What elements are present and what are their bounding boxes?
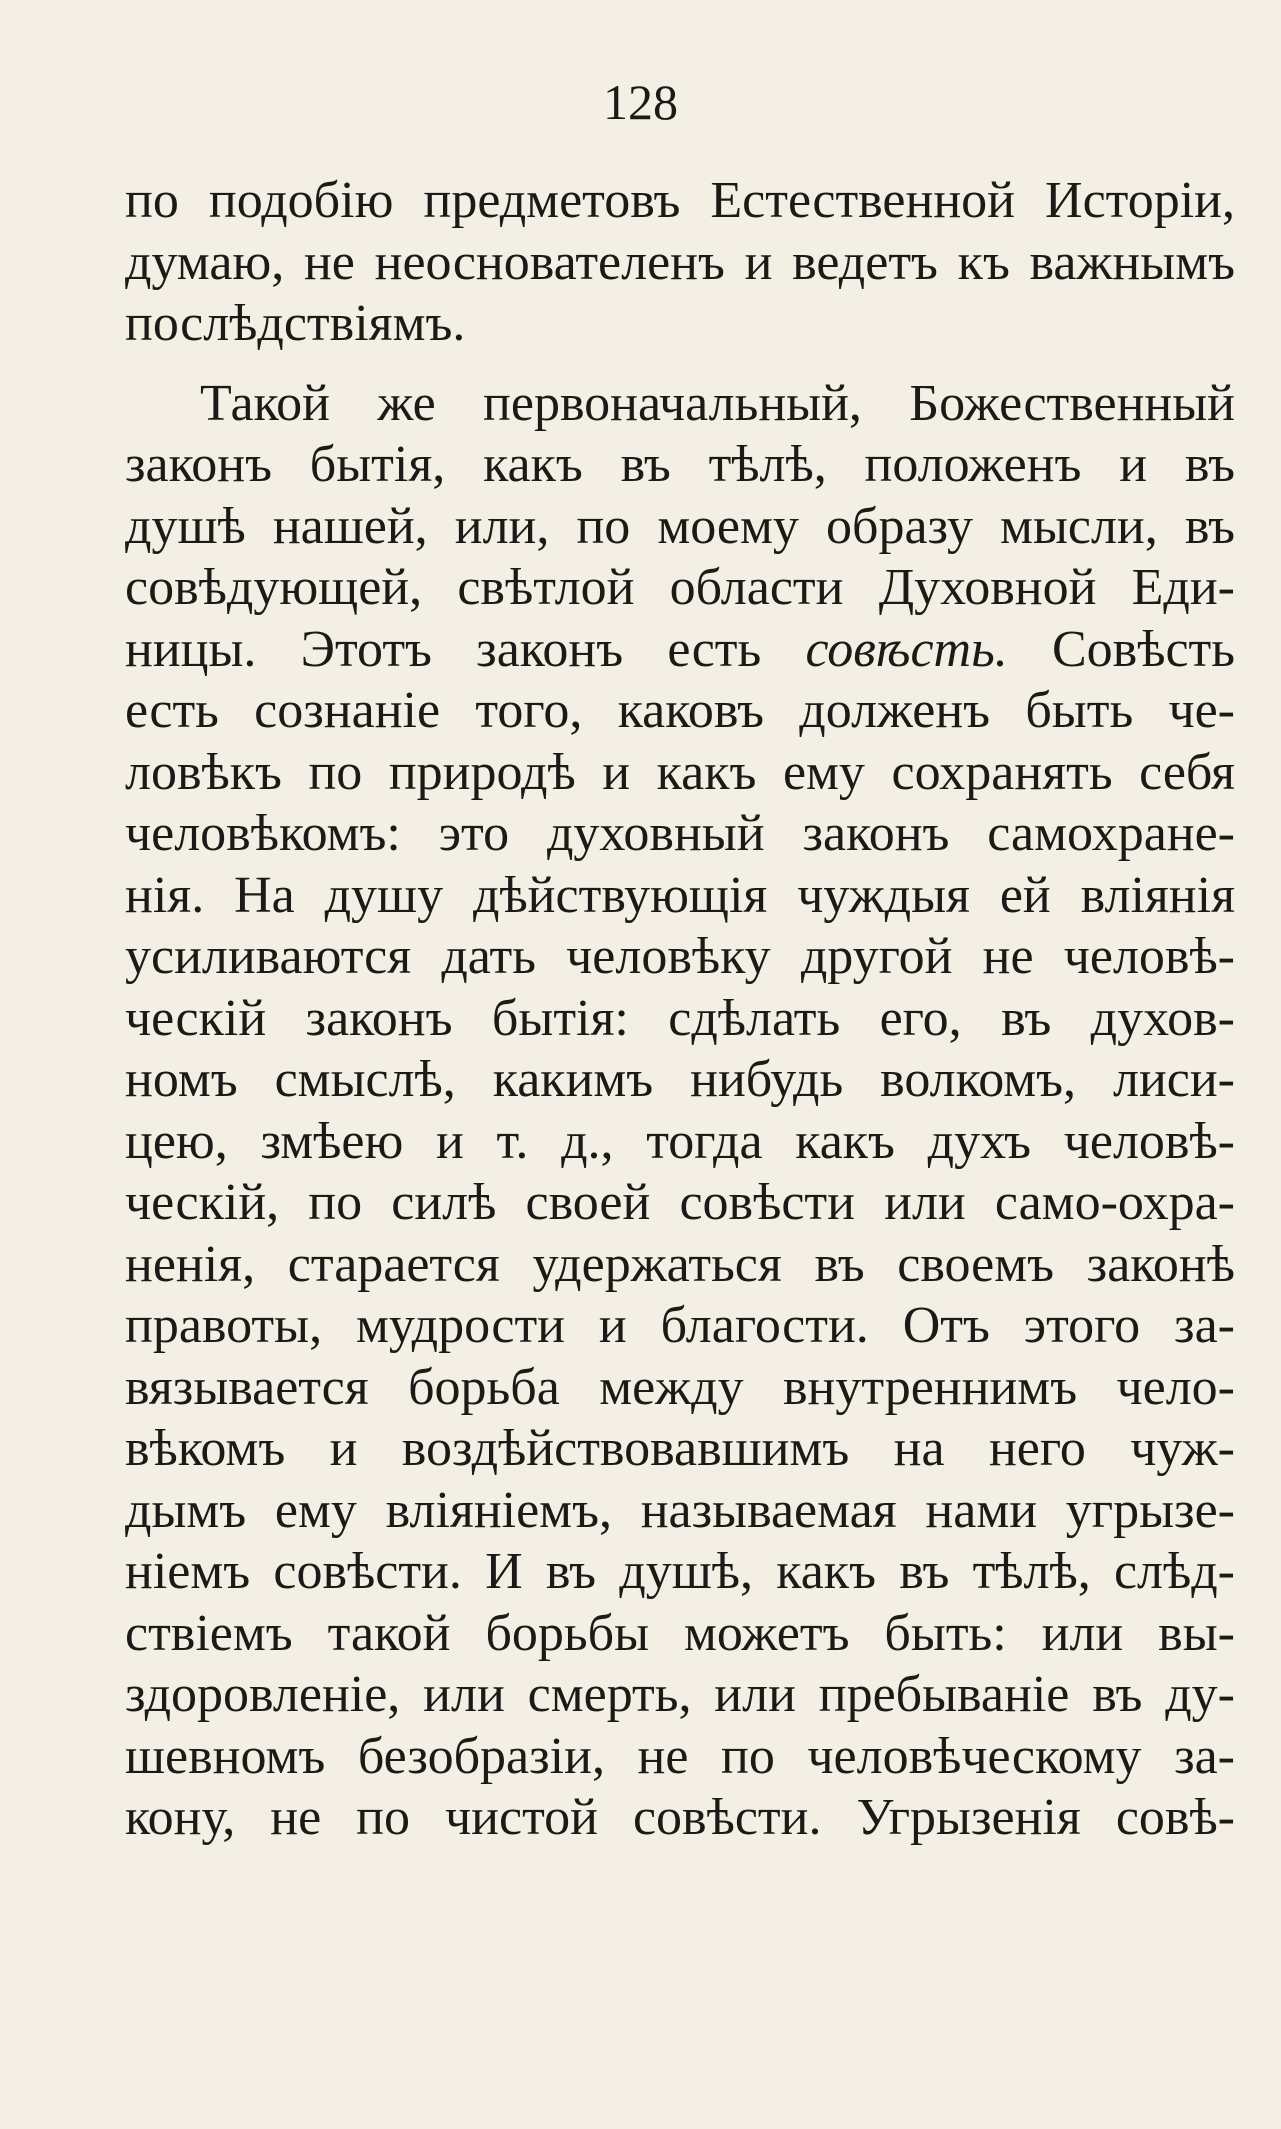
text-line: ловѣкъ по природѣ и какъ ему сохранять себя	[125, 743, 1235, 801]
text-line: думаю, не неоснователенъ и ведетъ къ важнымъ	[125, 233, 1235, 291]
text-line: совѣдующей, свѣтлой области Духовной Еди-	[125, 559, 1235, 616]
text-line: по подобію предметовъ Естественной Исторіи,	[125, 172, 1235, 229]
text-line: нія. На душу дѣйствующія чуждыя ей вліянія	[125, 866, 1235, 924]
line-start: ницы. Этотъ законъ есть	[125, 620, 806, 678]
text-line: есть сознаніе того, каковъ долженъ быть че-	[125, 682, 1235, 739]
text-line: ческій, по силѣ своей совѣсти или само-охра-	[125, 1174, 1235, 1231]
text-line: кону, не по чистой совѣсти. Угрызенія совѣ-	[125, 1789, 1235, 1846]
text-line: цею, змѣею и т. д., тогда какъ духъ человѣ-	[125, 1112, 1235, 1170]
text-line: душѣ нашей, или, по моему образу мысли, въ	[125, 497, 1235, 555]
text-line: ненія, старается удержаться въ своемъ законѣ	[125, 1235, 1235, 1293]
body-text	[125, 170, 1235, 1849]
line-end: Совѣсть	[1007, 620, 1235, 678]
italic-word: совѣсть.	[805, 620, 1008, 678]
text-line-with-italic	[125, 619, 1235, 681]
text-line: правоты, мудрости и благости. Отъ этого за-	[125, 1297, 1235, 1354]
text-line: ческій законъ бытія: сдѣлать его, въ духов-	[125, 989, 1235, 1047]
text-line: дымъ ему вліяніемъ, называемая нами угрызе-	[125, 1481, 1235, 1539]
page-number: 128	[603, 74, 678, 130]
text-line: ствіемъ такой борьбы можетъ быть: или вы-	[125, 1604, 1235, 1662]
text-line: законъ бытія, какъ въ тѣлѣ, положенъ и въ	[125, 436, 1235, 493]
text-line: ніемъ совѣсти. И въ душѣ, какъ въ тѣлѣ, слѣд-	[125, 1543, 1235, 1600]
text-line: человѣкомъ: это духовный законъ самохране-	[125, 805, 1235, 862]
text-line: вязывается борьба между внутреннимъ чело-	[125, 1358, 1235, 1416]
text-line: усиливаются дать человѣку другой не человѣ-	[125, 928, 1235, 985]
text-line: номъ смыслѣ, какимъ нибудь волкомъ, лиси-	[125, 1051, 1235, 1108]
text-line: здоровленіе, или смерть, или пребываніе въ ду-	[125, 1666, 1235, 1723]
text-line: послѣдствіямъ.	[125, 295, 466, 352]
text-line: Такой же первоначальный, Божественный	[200, 374, 1235, 432]
text-line: шевномъ безобразіи, не по человѣческому за-	[125, 1727, 1235, 1785]
text-line: вѣкомъ и воздѣйствовавшимъ на него чуж-	[125, 1420, 1235, 1477]
